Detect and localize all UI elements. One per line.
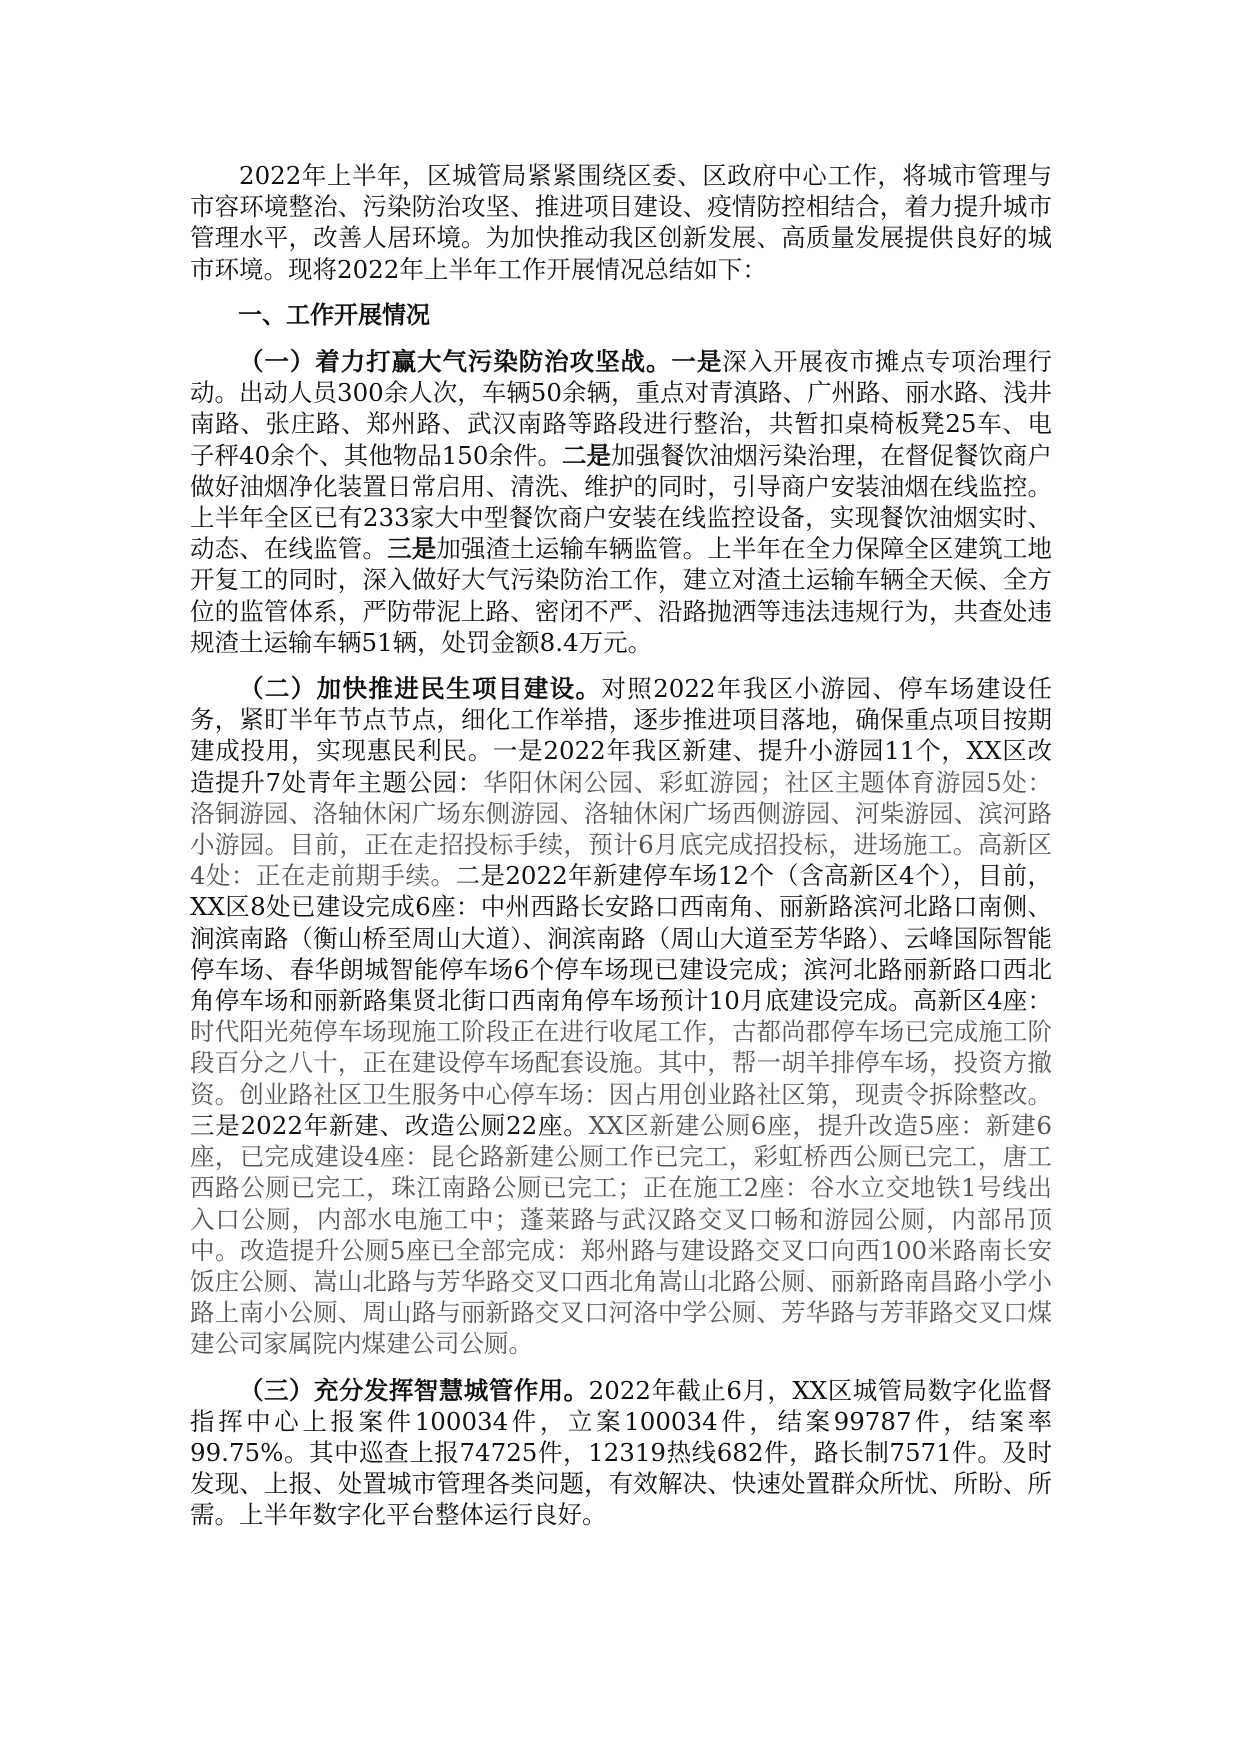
subsection-1-paragraph xyxy=(190,346,1052,658)
toilets-intro-text: 三是2022年新建、改造公厕22座。 xyxy=(190,1110,589,1140)
subsection-2-title: （二）加快推进民生项目建设。 xyxy=(239,674,602,704)
subsection-3-paragraph xyxy=(190,1375,1052,1531)
parks-intro-text: 对照2022年我区小游园、停车场建设任务，紧盯半年节点节点，细化工作举措，逐步推进项目落地，确保重点项目按期建成投用，实现惠民利民。一是2022年我区新建、提升小游园11个，XX区改造提升7处青年主题公园： xyxy=(190,674,1053,797)
parking-text: 二是2022年新建停车场12个（含高新区4个），目前，XX区8处已建设完成6座：中州西路长安路口西南角、丽新路滨河北路口南侧、涧滨南路（衡山桥至周山大道）、涧滨南路（周山大道至芳华路）、云峰国际智能停车场、春华朗城智能停车场6个停车场现已建设完成；滨河北路丽新路口西北角停车场和丽新路集贤北街口西南角停车场预计10月底建设完成。高新区4座： xyxy=(190,861,1052,1016)
point-2-text: 加强餐饮油烟污染治理，在督促餐饮商户做好油烟净化装置日常启用、清洗、维护的同时，引导商户安装油烟在线监控。上半年全区已有233家大中型餐饮商户安装在线监控设备，实现餐饮油烟实时、动态、在线监管。 xyxy=(190,440,1053,564)
document-page xyxy=(190,160,1052,1546)
point-1-label: 一是 xyxy=(671,347,723,377)
point-1-text: 深入开展夜市摊点专项治理行动。出动人员300余人次，车辆50余辆，重点对青滇路、广州路、丽水路、浅井南路、张庄路、郑州路、武汉南路等路段进行整治，共暂扣桌椅板凳25车、电子秤40余个、其他物品150余件。 xyxy=(190,347,1053,470)
point-2-label: 二是 xyxy=(561,440,611,470)
subsection-2-paragraph xyxy=(190,673,1052,1359)
parking-detail-text: 时代阳光苑停车场现施工阶段正在进行收尾工作，古都尚郡停车场已完成施工阶段百分之八十，正在建设停车场配套设施。其中，帮一胡羊排停车场，投资方撤资。创业路社区卫生服务中心停车场：因占用创业路社区第，现责令拆除整改。 xyxy=(190,1017,1052,1109)
point-3-label: 三是 xyxy=(387,534,437,564)
section-heading-work-progress: 一、工作开展情况 xyxy=(238,300,430,329)
subsection-1-title: （一）着力打赢大气污染防治攻坚战。 xyxy=(239,347,672,377)
toilets-detail-text: XX区新建公厕6座，提升改造5座：新建6座，已完成建设4座：昆仑路新建公厕工作已完工，彩虹桥西公厕已完工，唐工西路公厕已完工，珠江南路公厕已完工；正在施工2座：谷水立交地铁1号线出入口公厕，内部水电施工中；蓬莱路与武汉路交叉口畅和游园公厕，内部吊顶中。改造提升公厕5座已全部完成：郑州路与建设路交叉口向西100米路南长安饭庄公厕、嵩山北路与芳华路交叉口西北角嵩山北路公厕、丽新路南昌路小学小路上南小公厕、周山路与丽新路交叉口河洛中学公厕、芳华路与芳菲路交叉口煤建公司家属院内煤建公司公厕。 xyxy=(190,1110,1052,1359)
point-3-text: 加强渣土运输车辆监管。上半年在全力保障全区建筑工地开复工的同时，深入做好大气污染防治工作，建立对渣土运输车辆全天候、全方位的监管体系，严防带泥上路、密闭不严、沿路抛洒等违法违规行为，共查处违规渣土运输车辆51辆，处罚金额8.4万元。 xyxy=(190,534,1053,657)
parks-detail-text: 华阳休闲公园、彩虹游园；社区主题体育游园5处：洛铜游园、洛轴休闲广场东侧游园、洛轴休闲广场西侧游园、河柴游园、滨河路小游园。目前，正在走招投标手续，预计6月底完成招投标，进场施工。高新区4处：正在走前期手续。 xyxy=(190,767,1052,891)
intro-paragraph: 2022年上半年，区城管局紧紧围绕区委、区政府中心工作，将城市管理与市容环境整治、污染防治攻坚、推进项目建设、疫情防控相结合，着力提升城市管理水平，改善人居环境。为加快推动我区创新发展、高质量发展提供良好的城市环境。现将2022年上半年工作开展情况总结如下： xyxy=(190,161,1052,284)
subsection-3-title: （三）充分发挥智慧城管作用。 xyxy=(239,1375,589,1405)
smart-city-text: 2022年截止6月，XX区城管局数字化监督指挥中心上报案件100034件，立案100034件，结案99787件，结案率99.75%。其中巡查上报74725件，12319热线682件，路长制7571件。及时发现、上报、处置城市管理各类问题，有效解决、快速处置群众所忧、所盼、所需。上半年数字化平台整体运行良好。 xyxy=(190,1375,1053,1530)
